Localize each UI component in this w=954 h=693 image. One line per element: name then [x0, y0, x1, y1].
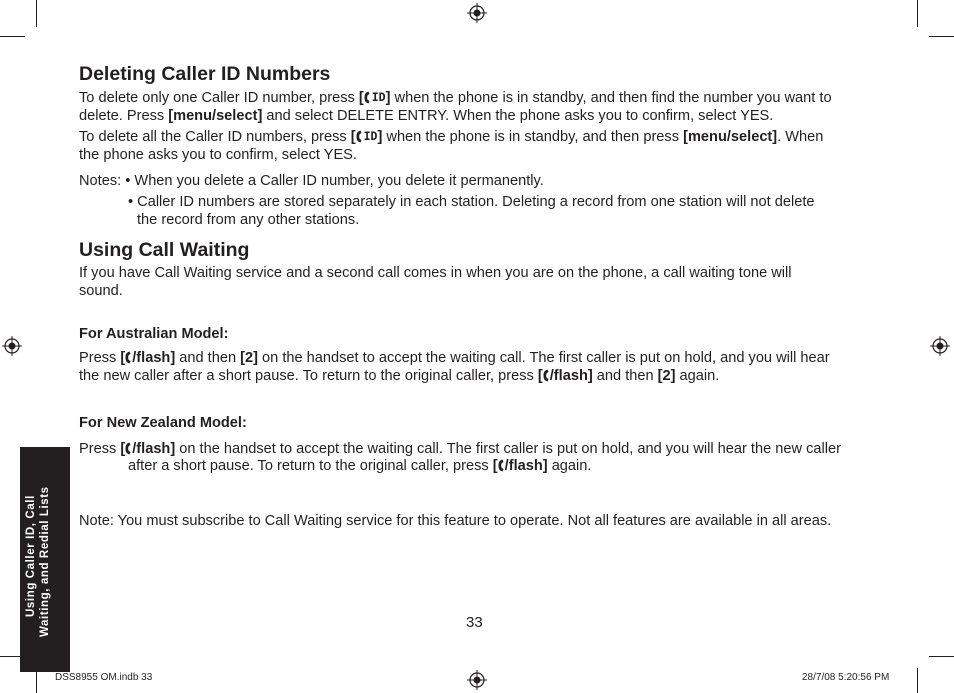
flash-label: /flash]: [504, 458, 548, 475]
id-label: ID: [371, 90, 386, 104]
flash-key: [ /flash]: [492, 458, 548, 475]
note-item: • When you delete a Caller ID number, you delete it permanently.: [125, 173, 544, 190]
side-tab-line: Using Caller ID, Call: [25, 495, 37, 617]
text-run: Press: [79, 350, 121, 367]
text-run: To delete all the Caller ID numbers, press: [79, 129, 351, 146]
heading-australian-model: [79, 326, 879, 343]
text-run: Press: [79, 440, 121, 457]
flash-key: [ /flash]: [120, 440, 176, 457]
paragraph-call-waiting-intro: [79, 265, 879, 300]
text-run: again.: [547, 458, 592, 475]
phone-handset-icon: [543, 369, 549, 382]
text-run: the phone asks you to confirm, select YES.: [79, 146, 357, 163]
note-call-waiting-subscription: Note: You must subscribe to Call Waiting service for this feature to operate. Not all features are available in all areas.: [79, 512, 832, 529]
phone-handset-icon: [364, 91, 370, 104]
registration-mark-icon: [930, 336, 950, 356]
text-run: sound.: [79, 282, 123, 299]
id-label: ID: [363, 129, 378, 144]
text-run: and then: [592, 367, 658, 384]
crop-mark-tl-v: [36, 0, 37, 27]
paragraph-delete-one: [79, 89, 879, 125]
crop-mark-tr-h: [929, 36, 954, 37]
paragraph-delete-all: [79, 128, 879, 164]
text-run: If you have Call Waiting service and a second call comes in when you are on the phone, a call waiting tone will: [79, 265, 792, 282]
notes-line-3: [79, 212, 879, 229]
paragraph-new-zealand: [79, 441, 879, 476]
notes-label: Notes:: [79, 173, 122, 190]
footer-file-info: DSS8955 OM.indb 33: [55, 672, 153, 683]
footer-timestamp: 28/7/08 5:20:56 PM: [802, 672, 890, 683]
menu-select-key: [menu/select]: [683, 129, 778, 146]
crop-mark-br-v: [917, 668, 918, 693]
flash-key: [ /flash]: [537, 367, 593, 384]
text-run: . When: [777, 129, 824, 146]
key-2: [2]: [240, 350, 258, 367]
phone-handset-icon: [498, 459, 504, 472]
flash-label: /flash]: [132, 440, 176, 457]
menu-select-key: [menu/select]: [168, 107, 263, 124]
notes-line-1: [79, 173, 879, 190]
caller-id-key: [ ID ]: [350, 129, 383, 146]
text-run: the new caller after a short pause. To return to the original caller, press: [79, 367, 538, 384]
crop-mark-br-h: [929, 656, 954, 657]
heading-new-zealand-model: [79, 415, 879, 432]
text-run: For Australian Model:: [79, 326, 229, 343]
text-run: on the handset to accept the waiting call. The first caller is put on hold, and you will hear: [257, 350, 830, 367]
page-number: 33: [466, 614, 483, 631]
registration-mark-icon: [2, 336, 22, 356]
text-run: when the phone is in standby, and then press: [382, 129, 684, 146]
registration-mark-icon: [467, 670, 487, 690]
phone-handset-icon: [356, 130, 362, 143]
text-run: delete. Press: [79, 107, 169, 124]
text-run: after a short pause. To return to the original caller, press: [128, 458, 493, 475]
crop-mark-tr-v: [917, 0, 918, 27]
side-tab-label: [25, 447, 52, 637]
text-run: To delete only one Caller ID number, press: [79, 90, 359, 107]
section-title-call-waiting: Using Call Waiting: [79, 239, 250, 262]
text-run: when the phone is in standby, and then find the number you want to: [390, 90, 832, 107]
key-2: [2]: [657, 367, 676, 384]
flash-label: /flash]: [132, 350, 176, 367]
flash-label: /flash]: [549, 367, 593, 384]
text-run: again.: [675, 367, 720, 384]
text-run: and then: [175, 350, 241, 367]
paragraph-australian: [79, 350, 879, 385]
phone-handset-icon: [125, 442, 131, 455]
note-item: • Caller ID numbers are stored separately in each station. Deleting a record from one station will not delete: [128, 194, 815, 211]
note-item: the record from any other stations.: [137, 211, 360, 228]
crop-mark-tl-h: [0, 36, 25, 37]
caller-id-key: [ ID ]: [358, 90, 391, 107]
phone-handset-icon: [125, 351, 131, 364]
text-run: on the handset to accept the waiting call. The first caller is put on hold, and you will hear the new caller: [175, 440, 841, 457]
registration-mark-icon: [467, 3, 487, 23]
text-run: and select DELETE ENTRY. When the phone asks you to confirm, select YES.: [262, 107, 774, 124]
text-run: For New Zealand Model:: [79, 415, 247, 432]
page-content: [79, 62, 879, 530]
flash-key: [ /flash]: [120, 350, 176, 367]
section-title-deleting-caller-id: Deleting Caller ID Numbers: [79, 63, 331, 85]
side-tab-line: Waiting, and Redial Lists: [38, 486, 51, 637]
notes-line-2: [79, 194, 879, 211]
